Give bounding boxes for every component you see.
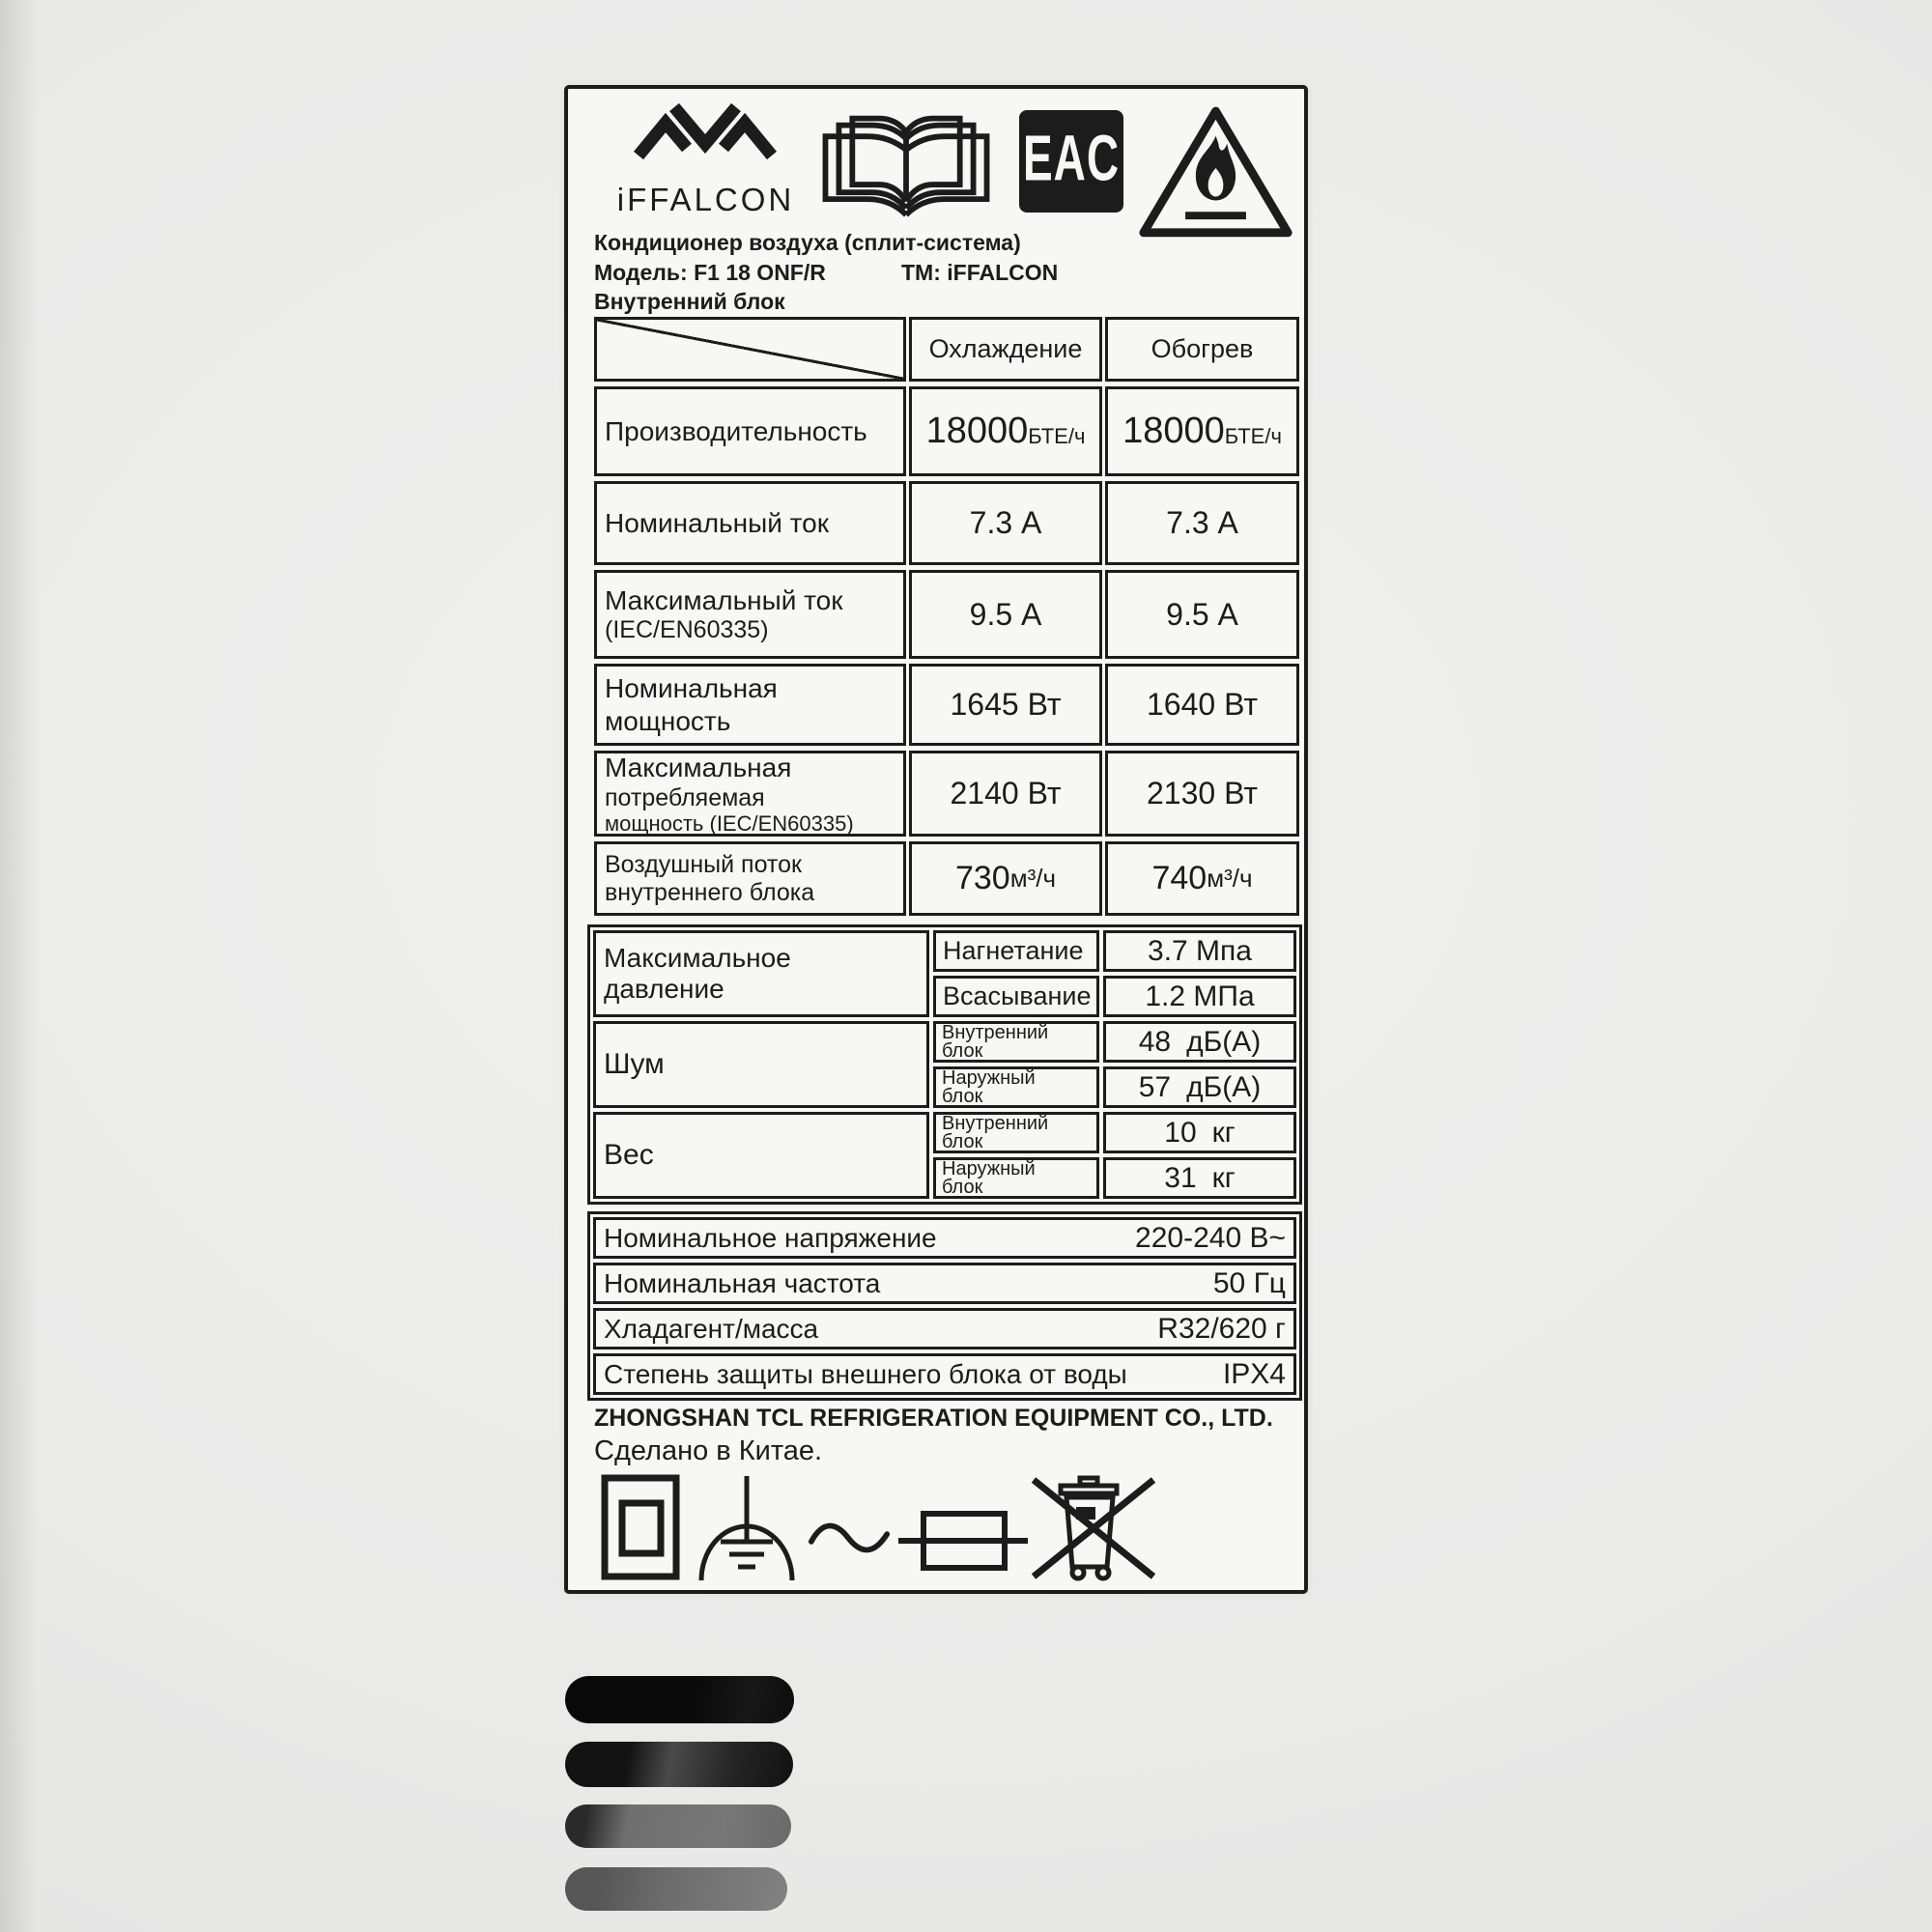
spec-value-cell: 9.5 А: [1105, 570, 1299, 659]
table-row-voltage: Номинальное напряжение 220-240 В~: [593, 1217, 1296, 1259]
spec-value-cell: 57 дБ(А): [1103, 1066, 1296, 1108]
spec-subkey-cell: Нагнетание: [933, 930, 1099, 972]
spec-value-cell: 3.7 Мпа: [1103, 930, 1296, 972]
protective-earth-icon: [694, 1476, 800, 1584]
spec-label-cell: Максимальное давление: [593, 930, 929, 1017]
unit-type: Внутренний блок: [594, 289, 785, 314]
instruction-manual-icon: [816, 114, 996, 226]
column-header-cooling: Охлаждение: [909, 317, 1102, 382]
spec-value-cell: 10 кг: [1103, 1112, 1296, 1153]
spec-value-cell: 2130 Вт: [1105, 751, 1299, 837]
table-row-ip-rating: Степень защиты внешнего блока от воды IPX4: [593, 1353, 1296, 1395]
table-row-max-current: [594, 570, 1299, 659]
electrical-specs-table: [587, 1211, 1302, 1401]
spec-value-cell: 1.2 МПа: [1103, 976, 1296, 1017]
table-header-row: [594, 317, 1299, 382]
table-row-frequency: Номинальная частота 50 Гц: [593, 1263, 1296, 1304]
spec-subkey-cell: Внутренний блок: [933, 1112, 1099, 1153]
diagonal-header-cell: [594, 317, 906, 382]
ac-sine-icon: [808, 1517, 891, 1559]
pressure-noise-weight-table: [587, 924, 1302, 1205]
spec-subkey-cell: Внутренний блок: [933, 1021, 1099, 1063]
spec-value-cell: 7.3 А: [1105, 481, 1299, 565]
spec-label: [564, 85, 1308, 1594]
trademark: TM: iFFALCON: [901, 260, 1059, 285]
spec-label-cell: Максимальный ток (IEC/EN60335): [594, 570, 906, 659]
spec-subkey-cell: Наружный блок: [933, 1157, 1099, 1199]
eac-letters: EAC: [1022, 123, 1121, 195]
vent-slot: [565, 1676, 794, 1723]
spec-value-cell: 2140 Вт: [909, 751, 1102, 837]
vent-slot: [565, 1804, 791, 1848]
spec-value-cell: 740 м³/ч: [1105, 841, 1299, 916]
spec-label-cell: Воздушный поток внутреннего блока: [594, 841, 906, 916]
spec-label-cell: Производительность: [594, 386, 906, 476]
table-row-refrigerant: Хладагент/масса R32/620 г: [593, 1308, 1296, 1350]
product-type: Кондиционер воздуха (сплит-система): [594, 230, 1021, 255]
table-row-airflow: [594, 841, 1299, 916]
spec-subkey-cell: Наружный блок: [933, 1066, 1099, 1108]
spec-label-cell: Номинальная мощность: [594, 664, 906, 746]
country-of-origin: Сделано в Китае.: [594, 1435, 823, 1466]
spec-value-cell: 48 дБ(А): [1103, 1021, 1296, 1063]
brand-name: iFFALCON: [616, 182, 795, 217]
flammable-warning-icon: [1135, 99, 1296, 243]
spec-label-cell: Номинальный ток: [594, 481, 906, 565]
spec-subkey-cell: Всасывание: [933, 976, 1099, 1017]
spec-label-cell: Максимальная потребляемая мощность (IEC/EN60335): [594, 751, 906, 837]
table-row-rated-power: [594, 664, 1299, 746]
table-row-rated-current: [594, 481, 1299, 565]
eac-mark-icon: [1017, 108, 1125, 214]
spec-label-cell: Вес: [593, 1112, 929, 1199]
table-row-capacity: [594, 386, 1299, 476]
vent-slot: [565, 1867, 787, 1911]
spec-label-cell: Шум: [593, 1021, 929, 1108]
spec-value-cell: 18000 БТЕ/ч: [909, 386, 1102, 476]
vent-slot: [565, 1742, 793, 1787]
spec-value-cell: 18000 БТЕ/ч: [1105, 386, 1299, 476]
model: Модель: F1 18 ONF/R: [594, 260, 826, 285]
fuse-icon: [898, 1505, 1028, 1577]
spec-value-cell: 730 м³/ч: [909, 841, 1102, 916]
spec-value-cell: 7.3 А: [909, 481, 1102, 565]
spec-value-cell: 31 кг: [1103, 1157, 1296, 1199]
spec-value-cell: 1640 Вт: [1105, 664, 1299, 746]
weee-crossed-bin-icon: [1026, 1474, 1161, 1582]
column-header-heating: Обогрев: [1105, 317, 1299, 382]
class-ii-insulation-icon: [601, 1474, 680, 1580]
table-row-max-power: [594, 751, 1299, 837]
iffalcon-logo-icon: [632, 100, 779, 160]
manufacturer: ZHONGSHAN TCL REFRIGERATION EQUIPMENT CO., LTD.: [594, 1405, 1273, 1432]
spec-value-cell: 9.5 А: [909, 570, 1102, 659]
spec-value-cell: 1645 Вт: [909, 664, 1102, 746]
